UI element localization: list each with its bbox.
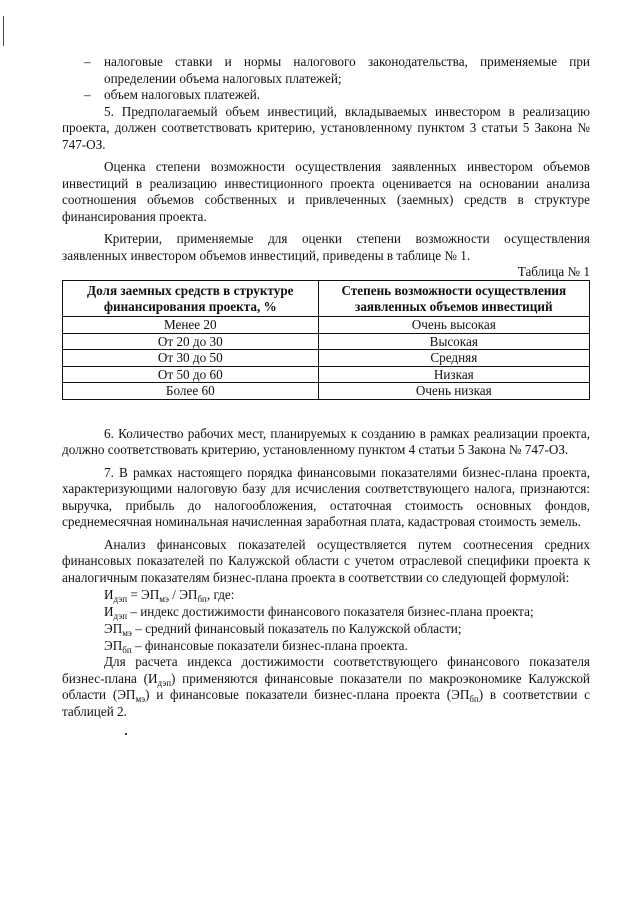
table-row <box>63 333 590 350</box>
table-row <box>63 366 590 383</box>
table-cell: От 50 до 60 <box>63 366 319 383</box>
table-cell: Высокая <box>318 333 589 350</box>
header-possibility: Степень возможности осуществления заявленных объемов инвестиций <box>318 281 589 317</box>
table-cell: Очень низкая <box>318 383 589 400</box>
paragraph-assessment: Оценка степени возможности осуществления заявленных инвестором объемов инвестиций в реализацию инвестиционного проекта оценивается на основании анализа соотношения объемов собственных и привлеченных (заемных) средств в структуре финансирования проекта. <box>62 159 590 224</box>
table-cell: Более 60 <box>63 383 319 400</box>
dash-item-text: объем налоговых платежей. <box>104 87 261 102</box>
scan-speck <box>125 733 127 735</box>
table-cell: От 20 до 30 <box>63 333 319 350</box>
table-cell: Менее 20 <box>63 317 319 334</box>
page-edge-mark <box>3 16 4 46</box>
paragraph-6: 6. Количество рабочих мест, планируемых к созданию в рамках реализации проекта, должно соответствовать критерию, установленному пунктом 4 статьи 5 Закона № 747-ОЗ. <box>62 425 590 457</box>
dash-item-2 <box>62 87 590 104</box>
formula-line: $И_{дэп} = ЭП_{мэ} / ЭП_{бп}$, где: <box>104 587 235 604</box>
table-row <box>63 383 590 400</box>
formula-definition-index: $И_{дэп}$ – индекс достижимости финансового показателя бизнес-плана проекта; <box>104 604 534 621</box>
header-loan-share: Доля заемных средств в структуре финансирования проекта, % <box>63 281 319 317</box>
paragraph-calculation: Для расчета индекса достижимости соответствующего финансового показателя бизнес-плана $(И_{дэп})$ применяются финансовые показатели по макроэкономике Калужской области $(ЭП_{мэ})$ и финансовые показатели бизнес-плана проекта $(ЭП_{бп})$ в соответствии с таблицей 2. <box>62 654 590 719</box>
dash-mark: – <box>84 87 91 102</box>
formula-definition-business-plan: $ЭП_{бп}$ – финансовые показатели бизнес-плана проекта. <box>104 638 408 655</box>
dash-item-text: налоговые ставки и нормы налогового законодательства, применяемые при определении объема налоговых платежей; <box>104 54 590 86</box>
table-cell: Низкая <box>318 366 589 383</box>
paragraph-7: 7. В рамках настоящего порядка финансовыми показателями бизнес-плана проекта, характеризующими налоговую базу для исчисления соответствующего налога, признаются: выручка, прибыль до налогообложения, остаточная стоимость основных фондов, среднемесячная номинальная начисленная заработная плата, кадастровая стоимость земель. <box>62 464 590 529</box>
dash-mark: – <box>84 54 91 69</box>
paragraph-criteria: Критерии, применяемые для оценки степени возможности осуществления заявленных инвестором объемов инвестиций, приведены в таблице № 1. <box>62 231 590 263</box>
paragraph-5: 5. Предполагаемый объем инвестиций, вкладываемых инвестором в реализацию проекта, должен соответствовать критерию, установленному пунктом 3 статьи 5 Закона № 747-ОЗ. <box>62 103 590 152</box>
table-header-row <box>63 281 590 317</box>
formula-definition-region: $ЭП_{мэ}$ – средний финансовый показатель по Калужской области; <box>104 621 462 638</box>
dash-item-1 <box>62 54 590 87</box>
table-cell: Очень высокая <box>318 317 589 334</box>
table-caption: Таблица № 1 <box>517 264 590 279</box>
paragraph-analysis: Анализ финансовых показателей осуществляется путем соотнесения средних финансовых показателей по Калужской области с учетом отраслевой специфики проекта к аналогичным показателям бизнес-плана проекта в соответствии со следующей формулой: <box>62 536 590 585</box>
table-row <box>63 317 590 334</box>
criteria-table <box>62 280 590 400</box>
table-row <box>63 350 590 367</box>
document-page <box>62 54 590 720</box>
table-cell: От 30 до 50 <box>63 350 319 367</box>
table-cell: Средняя <box>318 350 589 367</box>
